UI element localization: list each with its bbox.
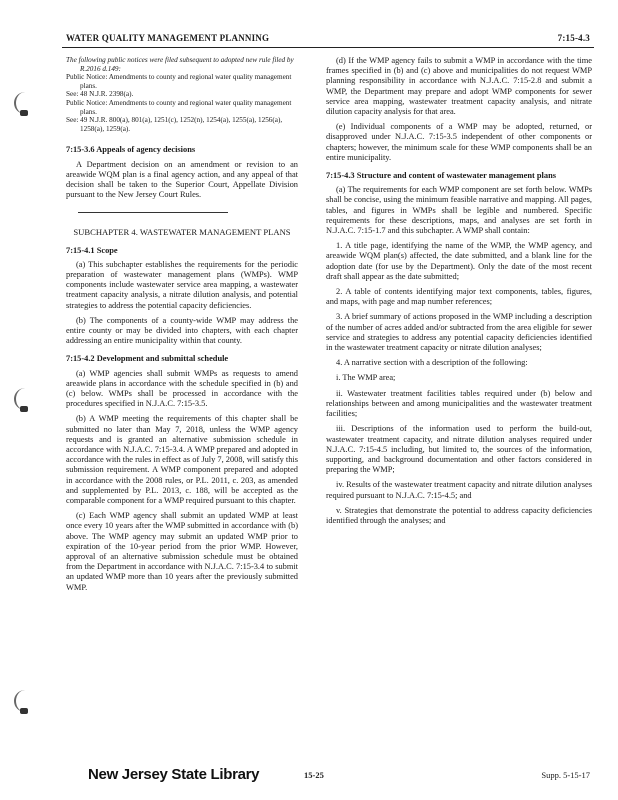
- list-item: 3. A brief summary of actions proposed in the WMP including a description of the number of acres added and/or subtracted from the area eligible for sewer service and strategies to address any potential capacity deficiencies identified in the wastewater treatment capacity or nitrate dilution analyses;: [326, 312, 592, 353]
- page-number: 15-25: [304, 770, 324, 780]
- list-item: 4. A narrative section with a description of the following:: [336, 358, 528, 368]
- sub-list-item: iii. Descriptions of the information used to perform the build-out, wastewater treatment capacity, and nitrate dilution analyses required under N.J.A.C. 7:15-4.5 including, but limited to, the sources of the information, supporting, and background documentation and other factors considered in preparing the WMP;: [326, 424, 592, 475]
- public-notice: Public Notice: Amendments to county and regional water quality management plans.: [66, 98, 292, 116]
- public-notice-citation: See: 48 N.J.R. 2398(a).: [66, 90, 134, 99]
- paragraph: (e) Individual components of a WMP may be adopted, returned, or disapproved under N.J.A.C. 7:15-3.5 independent of other components or chapters; however, the minimum scale for these WMP components shall be an entire municipality.: [326, 122, 592, 162]
- paragraph: (b) A WMP meeting the requirements of this chapter shall be submitted no later than May 7, 2018, unless the WMP agency requests and is granted an alternative submission schedule in accordance with N.J.A.C. 7:15-3.4. A WMP prepared and adopted in accordance with the rules in effect as of July 7, 2008, will satisfy this submission requirement. A WMP component prepared and adopted in accordance with the 2008 rules, or P.L. 2011, c. 203, as amended and supplemented by P.L. 2013, c. 188, will be accepted as the comparable component for a WMP required pursuant to this chapter.: [66, 414, 298, 506]
- running-title: WATER QUALITY MANAGEMENT PLANNING: [66, 33, 270, 43]
- public-notice-citation: See: 49 N.J.R. 800(a), 801(a), 1251(c), 1252(n), 1254(a), 1255(a), 1256(a), 1258(a), 1259(a).: [66, 116, 283, 133]
- left-column: [66, 56, 298, 598]
- paragraph: (b) The components of a county-wide WMP may address the entire county or may be divided into chapters, with each chapter addressing an entire municipality within that county.: [66, 315, 298, 346]
- section-divider: [78, 212, 228, 213]
- paragraph: (a) WMP agencies shall submit WMPs as requests to amend areawide plans in accordance with the schedule specified in (b) and (c) below. WMPs shall be processed in accordance with the procedures specified in N.J.A.C. 7:15-3.5.: [66, 368, 298, 409]
- library-logo: New Jersey State Library: [88, 766, 260, 783]
- sub-list-item: iv. Results of the wastewater treatment capacity and nitrate dilution analyses required pursuant to N.J.A.C. 7:15-4.5; and: [326, 480, 592, 500]
- section-heading-4-2: 7:15-4.2 Development and submittal schedule: [66, 354, 229, 364]
- paragraph: (a) This subchapter establishes the requirements for the periodic preparation of wastewater management plans (WMPs). WMP components include wastewater service area mapping, a wastewater treatment capacity analysis, a nitrate dilution analysis, and potential strategies to address the potential capacity deficiencies.: [66, 259, 298, 310]
- section-text: A Department decision on an amendment or revision to an areawide WQM plan is a final agency action, and any appeal of that decision shall be taken to the Superior Court, Appellate Division pursuant to the New Jersey Court Rules.: [66, 159, 298, 200]
- running-section: 7:15-4.3: [557, 33, 590, 43]
- section-heading-3-6: 7:15-3.6 Appeals of agency decisions: [66, 145, 196, 155]
- punch-hole-mark: [14, 690, 30, 712]
- list-item: 2. A table of contents identifying major text components, tables, figures, and maps, with page and map number references;: [326, 287, 592, 307]
- paragraph: (d) If the WMP agency fails to submit a WMP in accordance with the time frames specified in (b) and (c) above and municipalities do not request WMP planning responsibility in accordance with N.J.A.C. 7:15-2.8 and submit a WMP, the Department may prepare and adopt WMP components for sewer service area mapping, wastewater treatment capacity analysis, and nitrate dilution capacity analysis for that area.: [326, 56, 592, 117]
- subchapter-heading: SUBCHAPTER 4. WASTEWATER MANAGEMENT PLANS: [73, 227, 291, 238]
- sub-list-item: v. Strategies that demonstrate the potential to address capacity deficiencies identified through the analyses; and: [326, 505, 592, 525]
- section-heading-4-1: 7:15-4.1 Scope: [66, 245, 118, 255]
- paragraph: (c) Each WMP agency shall submit an updated WMP at least once every 10 years after the WMP submitted in accordance with (b) above. The WMP agency may submit an updated WMP prior to expiration of the 10-year period from the prior WMP. However, approval of an alternative submission schedule must be obtained from the Department in accordance with N.J.A.C. 7:15-3.4 to submit an updated WMP more than 10 years after the previously submitted WMP.: [66, 511, 298, 592]
- paragraph: (a) The requirements for each WMP component are set forth below. WMPs shall be concise, using the minimum feasible narrative and mapping. All pages, tables, and figures in WMPs shall be legible and numbered. Specific requirements for these descriptions, maps, and analyses are set forth in N.J.A.C. 7:15-1.7 and this subchapter. A WMP shall contain:: [326, 185, 592, 236]
- page-header: [66, 33, 590, 43]
- header-rule: [62, 47, 594, 48]
- punch-hole-mark: [14, 388, 30, 410]
- list-item: 1. A title page, identifying the name of the WMP, the WMP agency, and areawide WQM plan(s) affected, the date submitted, and a blank line for the adoption date (for use by the Department). Only the date of the most recent draft shall appear as the date submitted;: [326, 241, 592, 281]
- public-notice-intro: The following public notices were filed subsequent to adopted new rule filed by R.2016 d.149:: [66, 56, 294, 73]
- punch-hole-mark: [14, 92, 30, 114]
- sub-list-item: i. The WMP area;: [336, 373, 396, 383]
- supplement-date: Supp. 5-15-17: [541, 770, 590, 780]
- section-heading-4-3: 7:15-4.3 Structure and content of wastewater management plans: [326, 171, 556, 181]
- public-notice: Public Notice: Amendments to county and regional water quality management plans.: [66, 73, 292, 90]
- sub-list-item: ii. Wastewater treatment facilities tables required under (b) below and relationships between and among municipalities and the wastewater treatment facilities;: [326, 388, 592, 419]
- right-column: [326, 56, 592, 531]
